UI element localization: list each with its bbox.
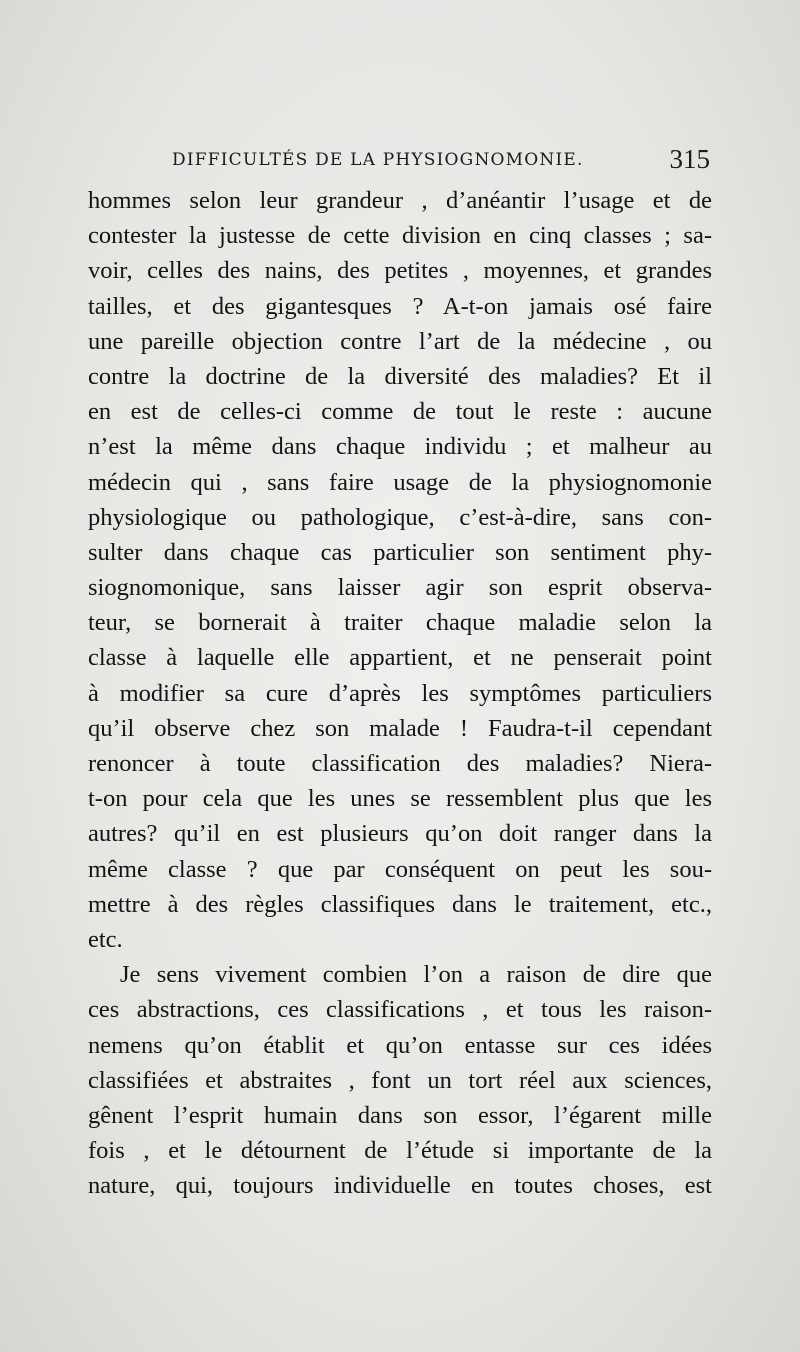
paragraph-2 xyxy=(88,957,712,1203)
text-line: sulter dans chaque cas particulier son sentiment phy- xyxy=(88,538,712,566)
text-line: classifiées et abstraites , font un tort réel aux sciences, xyxy=(88,1066,712,1094)
text-line: une pareille objection contre l’art de la médecine , ou xyxy=(88,327,712,355)
text-line: classe à laquelle elle appartient, et ne penserait point xyxy=(88,644,712,672)
text-line: voir, celles des nains, des petites , moyennes, et grandes xyxy=(88,257,712,285)
text-line: fois , et le détournent de l’étude si importante de la xyxy=(88,1137,712,1165)
body-text xyxy=(88,183,712,1203)
text-line: autres? qu’il en est plusieurs qu’on doit ranger dans la xyxy=(88,820,712,848)
text-line: t-on pour cela que les unes se ressemblent plus que les xyxy=(88,785,712,813)
page-header xyxy=(172,146,712,186)
text-line: nemens qu’on établit et qu’on entasse sur ces idées xyxy=(88,1031,712,1059)
text-line: Je sens vivement combien l’on a raison de dire que xyxy=(120,961,712,989)
text-line: physiologique ou pathologique, c’est-à-dire, sans con- xyxy=(88,503,712,531)
paragraph-1 xyxy=(88,183,712,957)
text-line: même classe ? que par conséquent on peut les sou- xyxy=(88,855,712,883)
text-line: médecin qui , sans faire usage de la physiognomonie xyxy=(88,468,712,496)
text-line: nature, qui, toujours individuelle en toutes choses, est xyxy=(88,1172,712,1200)
text-line: mettre à des règles classifiques dans le traitement, etc., xyxy=(88,890,712,918)
running-title: DIFFICULTÉS DE LA PHYSIOGNOMONIE. xyxy=(172,150,584,170)
text-line: contre la doctrine de la diversité des maladies? Et il xyxy=(88,362,712,390)
text-line: siognomonique, sans laisser agir son esprit observa- xyxy=(88,574,712,602)
text-line: teur, se bornerait à traiter chaque maladie selon la xyxy=(88,609,712,637)
text-line: en est de celles-ci comme de tout le reste : aucune xyxy=(88,398,712,426)
text-line: à modifier sa cure d’après les symptômes particuliers xyxy=(88,679,712,707)
text-line: tailles, et des gigantesques ? A-t-on jamais osé faire xyxy=(88,292,712,320)
text-line: etc. xyxy=(88,925,123,953)
text-line: hommes selon leur grandeur , d’anéantir l’usage et de xyxy=(88,187,712,214)
text-line: qu’il observe chez son malade ! Faudra-t-il cependant xyxy=(88,714,712,742)
text-line: n’est la même dans chaque individu ; et malheur au xyxy=(88,433,712,461)
text-line: contester la justesse de cette division en cinq classes ; sa- xyxy=(88,222,712,250)
page-number: 315 xyxy=(669,144,710,174)
text-line: gênent l’esprit humain dans son essor, l’égarent mille xyxy=(88,1101,712,1129)
text-line: ces abstractions, ces classifications , et tous les raison- xyxy=(88,996,712,1024)
text-line: renoncer à toute classification des maladies? Niera- xyxy=(88,750,712,777)
